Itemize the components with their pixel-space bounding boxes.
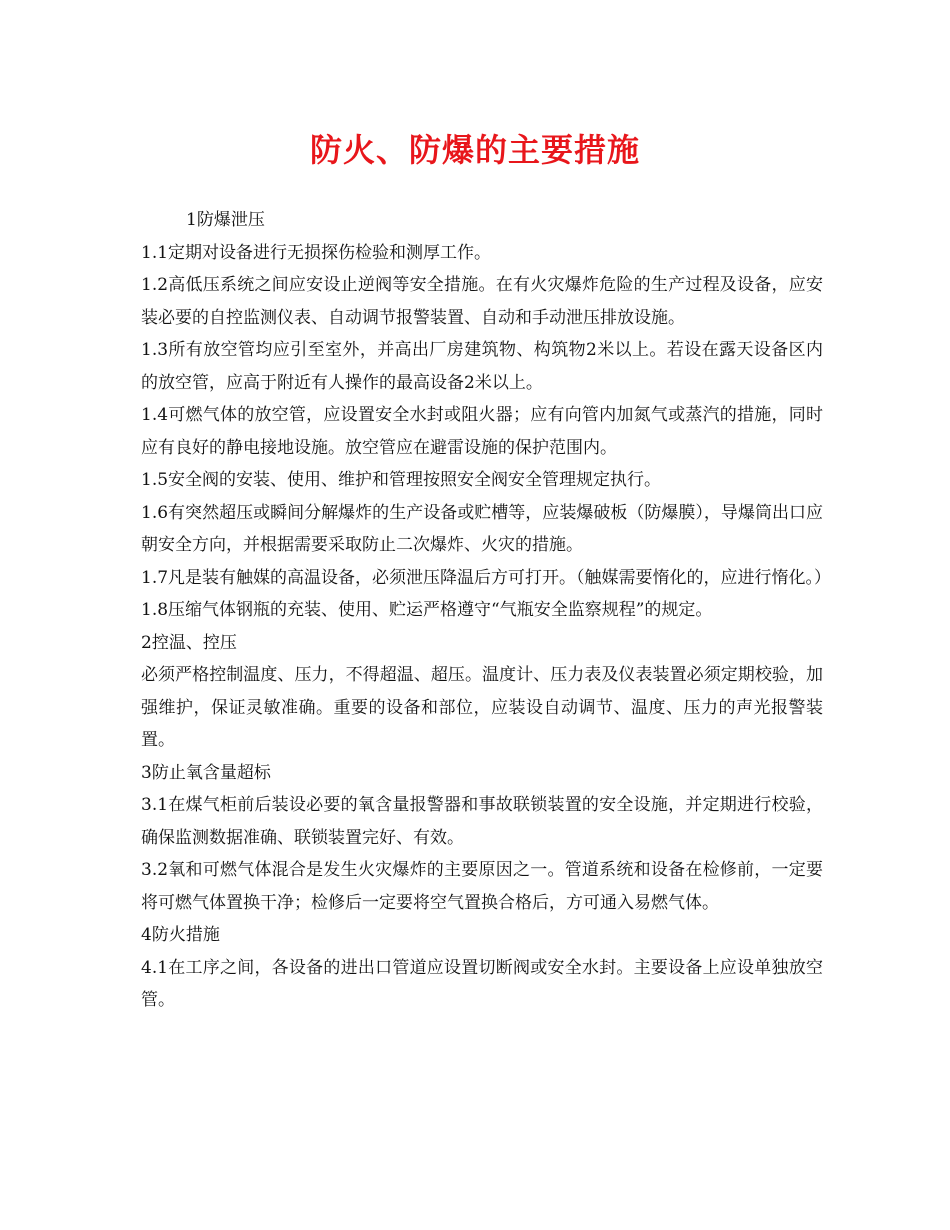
section-heading-3: 3防止氧含量超标 [141, 762, 271, 783]
paragraph-1-4: 1.4可燃气体的放空管，应设置安全水封或阻火器；应有向管内加氮气或蒸汽的措施，同时应有良好的静电接地设施。放空管应在避雷设施的保护范围内。 [141, 405, 823, 458]
paragraph-1-2: 1.2高低压系统之间应安设止逆阀等安全措施。在有火灾爆炸危险的生产过程及设备，应安装必要的自控监测仪表、自动调节报警装置、自动和手动泄压排放设施。 [141, 275, 823, 328]
paragraph-1-1: 1.1定期对设备进行无损探伤检验和测厚工作。 [141, 242, 492, 263]
section-heading-1: 1防爆泄压 [186, 210, 265, 230]
paragraph-1-5: 1.5安全阀的安装、使用、维护和管理按照安全阀安全管理规定执行。 [141, 470, 662, 490]
section-heading-2: 2控温、控压 [141, 632, 237, 653]
paragraph-4-1: 4.1在工序之间，各设备的进出口管道应设置切断阀或安全水封。主要设备上应设单独放空管。 [141, 957, 823, 1010]
paragraph-1-8: 1.8压缩气体钢瓶的充装、使用、贮运严格遵守“气瓶安全监察规程”的规定。 [141, 600, 713, 620]
document-title: 防火、防爆的主要措施 [309, 131, 640, 169]
paragraph-1-6: 1.6有突然超压或瞬间分解爆炸的生产设备或贮槽等，应装爆破板（防爆膜），导爆筒出口应朝安全方向，并根据需要采取防止二次爆炸、火灾的措施。 [141, 502, 823, 555]
document-body [141, 204, 832, 1017]
paragraph-1-7: 1.7凡是装有触媒的高温设备，必须泄压降温后方可打开。（触媒需要惰化的，应进行惰化。） [141, 567, 832, 588]
paragraph-1-3: 1.3所有放空管均应引至室外，并高出厂房建筑物、构筑物2米以上。若设在露天设备区内的放空管，应高于附近有人操作的最高设备2米以上。 [141, 340, 823, 393]
paragraph-3-1: 3.1在煤气柜前后装设必要的氧含量报警器和事故联锁装置的安全设施，并定期进行校验，确保监测数据准确、联锁装置完好、有效。 [141, 795, 823, 848]
paragraph-2: 必须严格控制温度、压力，不得超温、超压。温度计、压力表及仪表装置必须定期校验，加强维护，保证灵敏准确。重要的设备和部位，应装设自动调节、温度、压力的声光报警装置。 [141, 665, 823, 750]
paragraph-3-2: 3.2氧和可燃气体混合是发生火灾爆炸的主要原因之一。管道系统和设备在检修前，一定要将可燃气体置换干净；检修后一定要将空气置换合格后，方可通入易燃气体。 [141, 860, 823, 913]
section-heading-4: 4防火措施 [141, 925, 220, 945]
